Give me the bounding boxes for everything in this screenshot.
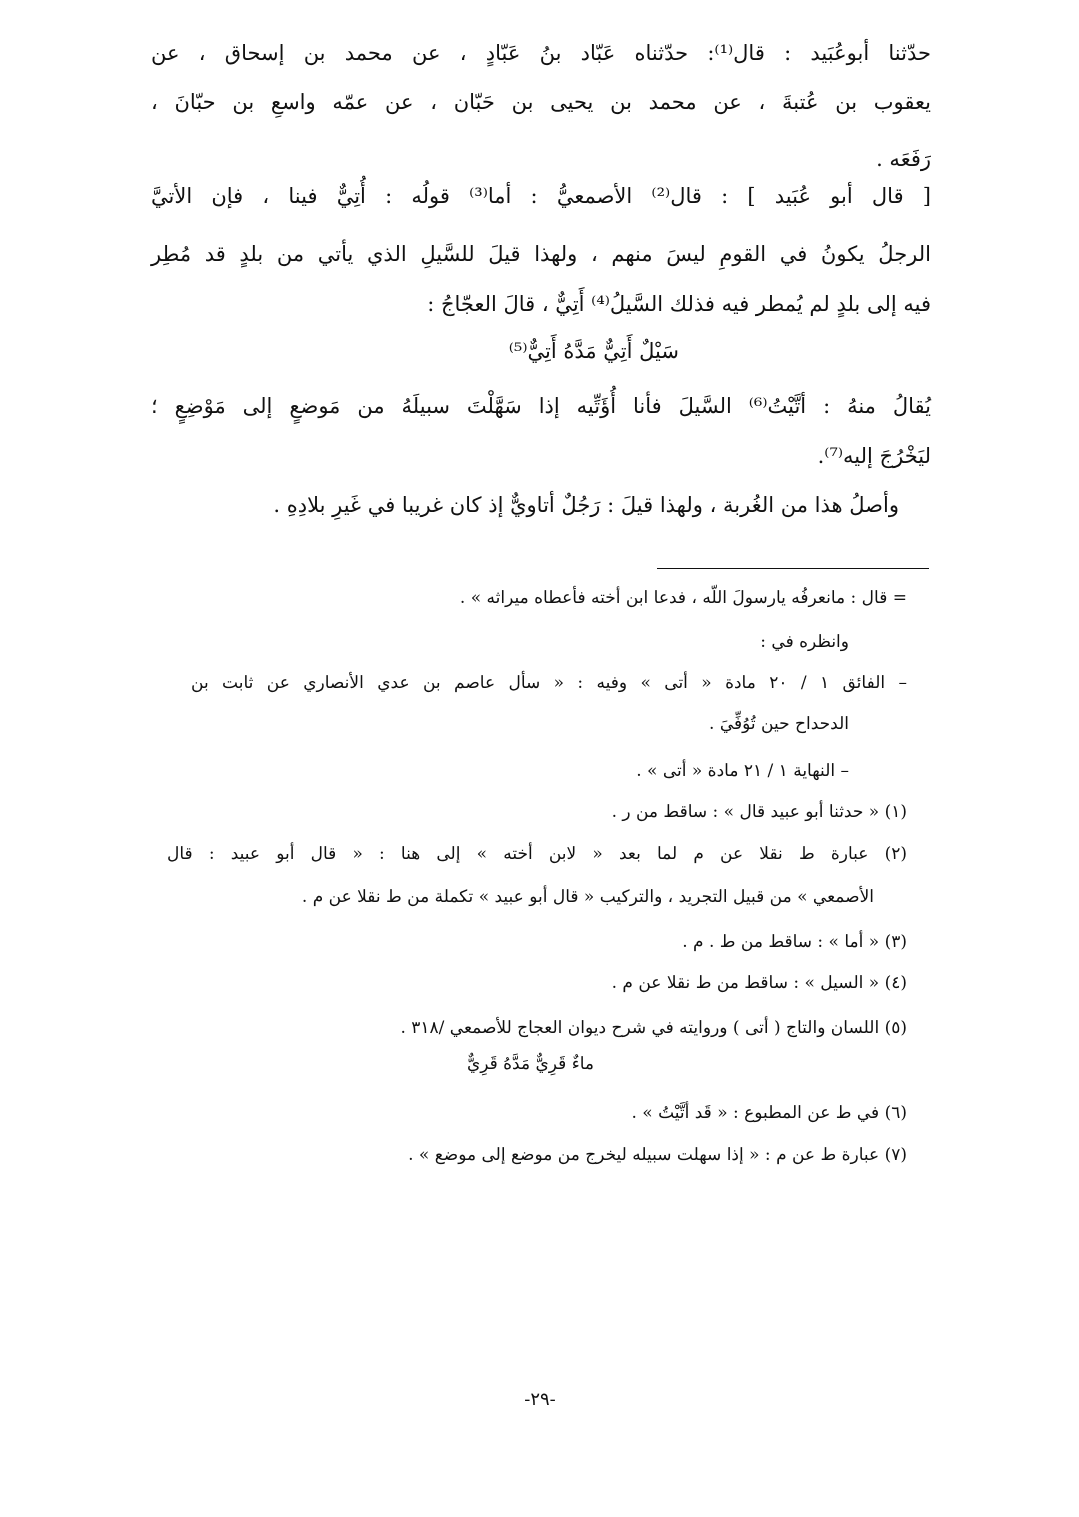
- footnote-7: (٧) عبارة ط عن م : « إذا سهلت سبيله ليخرج من موضع إلى موضع » .: [408, 1145, 907, 1165]
- footnote-separator: [657, 568, 929, 569]
- main-line-7: يُقالُ منهُ : أتَّيْتُ⁽⁶⁾ السَّيلَ فأنا أُؤَتِّيه إذا سَهَّلْتَ سبيلَهُ من مَوضعٍ إلى مَوْضِعٍ ؛: [151, 394, 931, 418]
- main-line-2: يعقوب بن عُتبةَ ، عن محمد بن يحيى بن حَبّان ، عن عمّه واسعِ بن حبّانَ ،: [151, 90, 931, 114]
- footnote-2: (٢) عبارة ط نقلا عن م لما بعد « لابن أخته » إلى هنا : « قال أبو عبيد : قال: [167, 844, 907, 864]
- footnote-2-continued: الأصمعي » من قبيل التجريد ، والتركيب « قال أبو عبيد » تكملة من ط نقلا عن م .: [301, 887, 874, 907]
- footnote-3: (٣) « أما » : ساقط من ط . م .: [682, 932, 907, 952]
- verse-line: سَيْلٌ أَتِيٌّ مَدَّهُ أَتِيٌّ⁽⁵⁾: [508, 339, 679, 363]
- footnote-line: – النهاية ١ / ٢١ مادة « أتى » .: [636, 761, 849, 781]
- page-number: -٢٩-: [524, 1389, 556, 1410]
- main-line-6: فيه إلى بلدٍ لم يُمطر فيه فذلك السَّيلُ⁽⁴⁾ أَتِيٌّ ، قالَ العجّاجُ :: [427, 292, 931, 316]
- footnote-line: وانظره في :: [760, 632, 849, 652]
- footnote-6: (٦) في ط عن المطبوع : « قَد أتَّيْتُ » .: [631, 1103, 907, 1123]
- footnote-1: (١) « حدثنا أبو عبيد قال » : ساقط من ر .: [611, 802, 907, 822]
- footnote-4: (٤) « السيل » : ساقط من ط نقلا عن م .: [611, 973, 907, 993]
- main-line-1: حدّثنا أبوعُبَيد : قال⁽¹⁾: حدّثناه عَبّاد بنُ عَبّادٍ ، عن محمد بن إسحاق ، عن: [151, 41, 931, 65]
- main-line-3: رَفَعَه .: [876, 147, 931, 171]
- main-line-5: الرجلُ يكونُ في القومِ ليسَ منهم ، ولهذا قيلَ للسَّيلِ الذي يأتي من بلدٍ قد مُطِر: [151, 242, 931, 266]
- footnote-line: = قال : مانعرفُه يارسولَ اللّه ، فدعا ابن أخته فأعطاه ميراثه » .: [459, 588, 907, 608]
- footnote-5: (٥) اللسان والتاج ( أتى ) وروايته في شرح ديوان العجاج للأصمعي /٣١٨ .: [400, 1018, 907, 1038]
- footnote-5-verse: ماءٌ قَرِيٌّ مَدَّهُ قَرِيٌّ: [466, 1054, 594, 1074]
- main-line-9: وأصلُ هذا من الغُربة ، ولهذا قيلَ : رَجُلٌ أتاويٌّ إذ كان غريبا في غَيرِ بلادِهِ .: [273, 493, 899, 517]
- footnote-line: الدحداح حين تُوُفِّيَ .: [709, 714, 849, 734]
- footnote-line: – الفائق ١ / ٢٠ مادة « أتى » وفيه : « سأل عاصم بن عدي الأنصاري عن ثابت بن: [191, 673, 907, 693]
- main-line-4: [ قال أبو عُبَيد ] : قال⁽²⁾ الأصمعيُّ : أما⁽³⁾ قولُه : أُتِيٌّ فينا ، فإن الأتيَّ: [151, 184, 931, 208]
- main-line-8: ليَخْرُجَ إليه⁽⁷⁾.: [817, 444, 931, 468]
